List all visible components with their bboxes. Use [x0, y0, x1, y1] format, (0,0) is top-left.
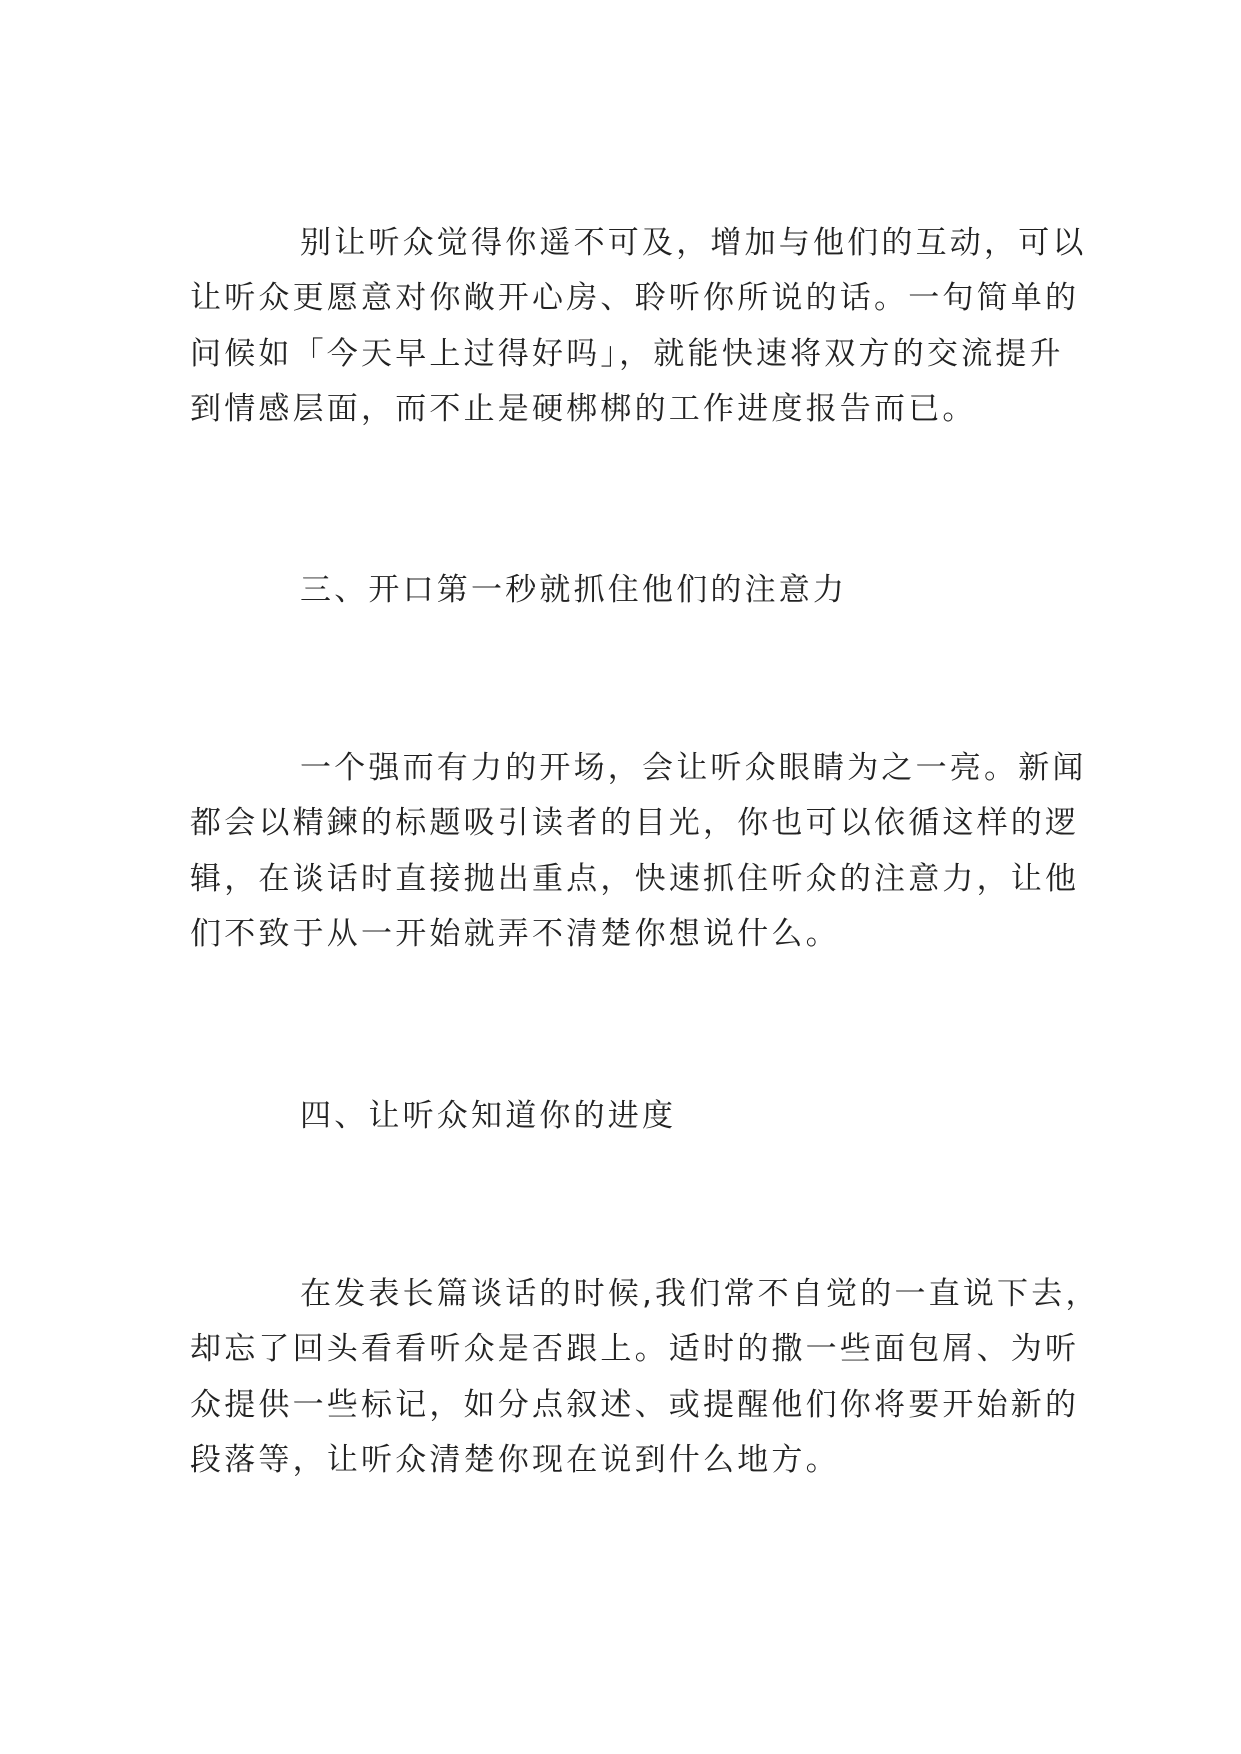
section-heading-4: 四、让听众知道你的进度 [300, 1098, 677, 1134]
paragraph-line: 别让听众觉得你遥不可及，增加与他们的互动，可以 [300, 225, 1087, 261]
paragraph-line: 一个强而有力的开场，会让听众眼睛为之一亮。新闻 [300, 750, 1087, 786]
paragraph-line: 在发表长篇谈话的时候,我们常不自觉的一直说下去， [300, 1276, 1100, 1312]
paragraph-line: 段落等，让听众清楚你现在说到什么地方。 [190, 1442, 840, 1478]
paragraph-line: 到情感层面，而不止是硬梆梆的工作进度报告而已。 [190, 391, 977, 427]
section-heading-3: 三、开口第一秒就抓住他们的注意力 [300, 572, 848, 608]
paragraph-line: 却忘了回头看看听众是否跟上。适时的撒一些面包屑、为听 [190, 1331, 1080, 1367]
paragraph-line: 让听众更愿意对你敞开心房、聆听你所说的话。一句简单的 [190, 280, 1080, 316]
paragraph-line: 都会以精鍊的标题吸引读者的目光，你也可以依循这样的逻 [190, 805, 1080, 841]
paragraph-line: 辑，在谈话时直接抛出重点，快速抓住听众的注意力，让他 [190, 861, 1080, 897]
paragraph-line: 们不致于从一开始就弄不清楚你想说什么。 [190, 916, 840, 952]
paragraph-line: 众提供一些标记，如分点叙述、或提醒他们你将要开始新的 [190, 1387, 1080, 1423]
paragraph-line: 问候如「今天早上过得好吗」，就能快速将双方的交流提升 [190, 336, 1064, 372]
